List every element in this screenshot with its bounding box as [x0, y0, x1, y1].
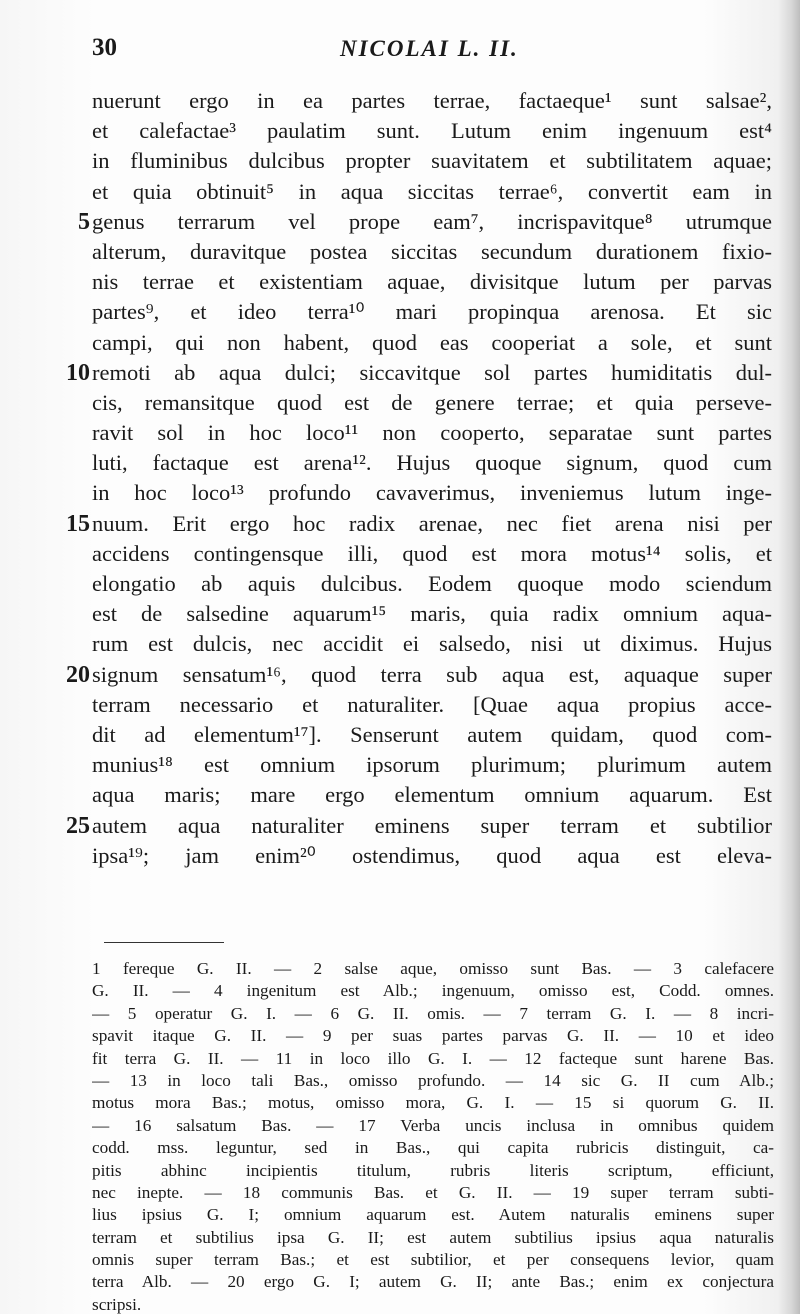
line-text: elongatio ab aquis dulcibus. Eodem quoque modo sciendum — [92, 571, 772, 596]
text-line — [92, 478, 772, 508]
text-line — [92, 569, 772, 599]
line-text: luti, factaque est arena¹². Hujus quoque signum, quod cum — [92, 450, 772, 476]
footnote-line — [92, 1115, 774, 1137]
text-line — [92, 86, 772, 116]
text-line — [92, 297, 772, 327]
footnote-line — [92, 1294, 774, 1316]
text-line — [92, 116, 772, 146]
text-line — [66, 509, 772, 539]
footnote-line — [92, 1048, 774, 1070]
text-line — [66, 358, 772, 388]
line-text: genus terrarum vel prope eam⁷, incrispavitque⁸ utrumque — [92, 208, 772, 234]
footnote-text: codd. mss. leguntur, sed in Bas., qui capita rubricis distinguit, ca- — [92, 1138, 774, 1158]
line-text: rum est dulcis, nec accidit ei salsedo, nisi ut diximus. Hujus — [92, 631, 772, 657]
line-text: remoti ab aqua dulci; siccavitque sol partes humiditatis dul- — [92, 359, 772, 385]
footnote-line — [92, 980, 774, 1002]
footnote-line — [92, 1137, 774, 1159]
text-line — [92, 720, 772, 750]
text-line — [92, 146, 772, 176]
footnote-line — [92, 1182, 774, 1204]
footnote-text: fit terra G. II. — 11 in loco illo G. I. — 12 facteque sunt harene Bas. — [92, 1048, 774, 1068]
text-line — [92, 841, 772, 871]
line-text: ipsa¹⁹; jam enim²⁰ ostendimus, quod aqua est eleva- — [92, 842, 772, 868]
line-text: et quia obtinuit⁵ in aqua siccitas terrae⁶, convertit eam in — [92, 178, 772, 204]
text-line — [92, 177, 772, 207]
line-number: 20 — [66, 661, 90, 688]
text-line — [66, 660, 772, 690]
footnote-line — [92, 1271, 774, 1293]
line-text: terram necessario et naturaliter. [Quae aqua propius acce- — [92, 691, 772, 717]
text-line — [92, 690, 772, 720]
line-text: in fluminibus dulcibus propter suavitatem et subtilitatem aquae; — [92, 148, 772, 174]
footnote-line — [92, 1249, 774, 1271]
footnote-text: — 16 salsatum Bas. — 17 Verba uncis inclusa in omnibus quidem — [92, 1115, 774, 1135]
line-text: aqua maris; mare ergo elementum omnium aquarum. Est — [92, 782, 772, 808]
line-text: nuum. Erit ergo hoc radix arenae, nec fiet arena nisi per — [92, 510, 772, 536]
footnote-line — [92, 1003, 774, 1025]
line-text: nuerunt ergo in ea partes terrae, factaeque¹ sunt salsae², — [92, 88, 772, 113]
footnote-text: G. II. — 4 ingenitum est Alb.; ingenuum, omisso est, Codd. omnes. — [92, 981, 774, 1001]
text-line — [92, 750, 772, 780]
text-line — [92, 237, 772, 267]
footnote-text: nec inepte. — 18 communis Bas. et G. II. — 19 super terram subti- — [92, 1182, 774, 1202]
footnote-text: 1 fereque G. II. — 2 salse aque, omisso sunt Bas. — 3 calefacere — [92, 959, 774, 978]
footnote-line — [92, 1204, 774, 1226]
line-text: partes⁹, et ideo terra¹⁰ mari propinqua arenosa. Et sic — [92, 299, 772, 325]
footnote-text: scripsi. — [92, 1294, 142, 1314]
text-line — [92, 418, 772, 448]
text-line — [92, 448, 772, 478]
footnote-text: pitis abhinc incipientis titulum, rubris literis scriptum, efficiunt, — [92, 1160, 774, 1180]
footnote-text: terram et subtilius ipsa G. II; est autem subtilius ipsius aqua naturalis — [92, 1227, 774, 1247]
footnote-line — [92, 1092, 774, 1114]
line-text: signum sensatum¹⁶, quod terra sub aqua est, aquaque super — [92, 661, 772, 687]
text-line — [66, 811, 772, 841]
footnote-line — [92, 1227, 774, 1249]
line-number: 5 — [78, 208, 90, 235]
footnote-line — [92, 1160, 774, 1182]
footnote-line — [92, 958, 774, 980]
footnote-line — [92, 1070, 774, 1092]
footnotes-block — [92, 958, 774, 1316]
footnote-line — [92, 1025, 774, 1047]
footnote-text: lius ipsius G. I; omnium aquarum est. Autem naturalis eminens super — [92, 1205, 774, 1225]
line-text: autem aqua naturaliter eminens super terram et subtilior — [92, 812, 772, 838]
running-head: NICOLAI L. II. — [340, 36, 519, 61]
footnote-text: omnis super terram Bas.; et est subtilior, et per consequens levior, quam — [92, 1250, 774, 1270]
text-line — [92, 267, 772, 297]
line-text: munius¹⁸ est omnium ipsorum plurimum; plurimum autem — [92, 752, 772, 778]
line-text: ravit sol in hoc loco¹¹ non cooperto, separatae sunt partes — [92, 420, 772, 446]
text-line — [92, 328, 772, 358]
footnote-text: — 5 operatur G. I. — 6 G. II. omis. — 7 terram G. I. — 8 incri- — [92, 1003, 774, 1023]
line-text: nis terrae et existentiam aquae, divisitque lutum per parvas — [92, 269, 772, 295]
line-number: 10 — [66, 359, 90, 386]
footnote-text: spavit itaque G. II. — 9 per suas partes parvas G. II. — 10 et ideo — [92, 1026, 774, 1046]
line-number: 15 — [66, 510, 90, 537]
footnote-rule — [104, 942, 224, 943]
line-text: alterum, duravitque postea siccitas secundum durationem fixio- — [92, 238, 772, 264]
line-text: et calefactae³ paulatim sunt. Lutum enim ingenuum est⁴ — [92, 118, 772, 144]
text-line — [92, 629, 772, 659]
main-text-block — [66, 86, 772, 871]
line-text: in hoc loco¹³ profundo cavaverimus, inveniemus lutum inge- — [92, 480, 772, 506]
line-text: accidens contingensque illi, quod est mora motus¹⁴ solis, et — [92, 540, 772, 566]
line-text: cis, remansitque quod est de genere terrae; et quia perseve- — [92, 389, 772, 415]
page-number: 30 — [92, 34, 117, 61]
page-header — [0, 34, 800, 68]
text-line — [92, 599, 772, 629]
footnote-text: — 13 in loco tali Bas., omisso profundo. — 14 sic G. II cum Alb.; — [92, 1070, 774, 1090]
footnote-text: motus mora Bas.; motus, omisso mora, G. I. — 15 si quorum G. II. — [92, 1093, 774, 1113]
footnote-text: terra Alb. — 20 ergo G. I; autem G. II; ante Bas.; enim ex conjectura — [92, 1272, 774, 1292]
line-text: est de salsedine aquarum¹⁵ maris, quia radix omnium aqua- — [92, 601, 772, 627]
text-line — [78, 207, 772, 237]
text-line — [92, 780, 772, 810]
line-text: dit ad elementum¹⁷]. Senserunt autem quidam, quod com- — [92, 721, 772, 747]
line-text: campi, qui non habent, quod eas cooperiat a sole, et sunt — [92, 329, 772, 355]
line-number: 25 — [66, 812, 90, 839]
text-line — [92, 539, 772, 569]
text-line — [92, 388, 772, 418]
page-edge-shadow — [778, 0, 800, 1314]
